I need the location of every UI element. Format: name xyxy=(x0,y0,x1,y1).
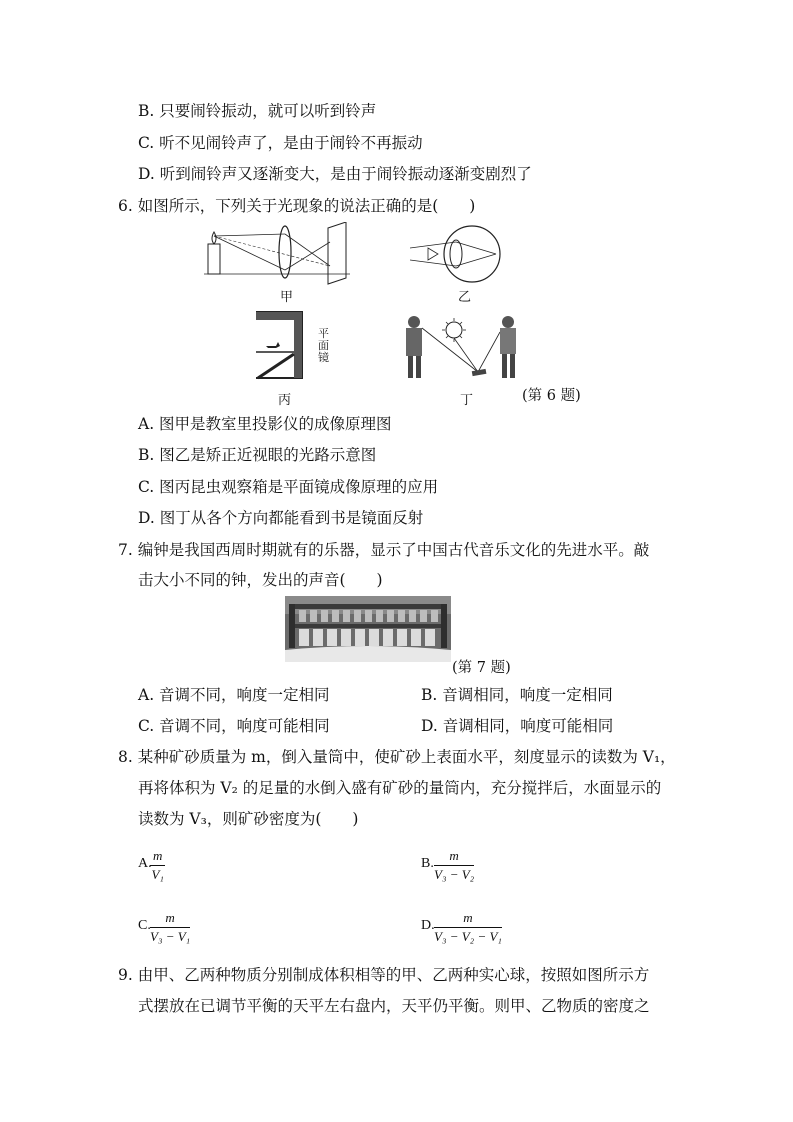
q5-option-c: C. 听不见闹铃声了，是由于闹铃不再振动 xyxy=(138,134,423,152)
q8-option-d-fraction xyxy=(434,910,502,945)
q7-stem-line1: 7. 编钟是我国西周时期就有的乐器，显示了中国古代音乐文化的先进水平。敲 xyxy=(118,541,650,559)
figure-ding-diffuse-reflection xyxy=(400,312,530,384)
q7-figure-caption: (第 7 题) xyxy=(452,660,511,676)
q8-stem-line3: 读数为 V₃，则矿砂密度为( ) xyxy=(138,810,359,828)
q9-stem-line1: 9. 由甲、乙两种物质分别制成体积相等的甲、乙两种实心球，按照如图所示方 xyxy=(118,966,650,984)
q7-option-c: C. 音调不同，响度可能相同 xyxy=(138,717,330,735)
q8-option-a-fraction xyxy=(150,848,165,883)
q8-option-a-label: A. xyxy=(138,856,152,871)
q8-option-c-fraction xyxy=(150,910,190,945)
q8-option-a-numerator: m xyxy=(150,848,165,866)
q8-option-c-denominator: V₃ − V₁ xyxy=(150,929,191,944)
q7-option-d: D. 音调相同，响度可能相同 xyxy=(421,717,614,735)
q6-option-a: A. 图甲是教室里投影仪的成像原理图 xyxy=(138,415,392,433)
q6-stem: 6. 如图所示，下列关于光现象的说法正确的是( ) xyxy=(118,197,476,215)
q8-option-b-numerator: m xyxy=(434,848,474,866)
q6-figure-caption: (第 6 题) xyxy=(522,388,581,404)
q6-option-c: C. 图丙昆虫观察箱是平面镜成像原理的应用 xyxy=(138,478,439,496)
q8-option-a-denominator: V₁ xyxy=(151,867,164,882)
q8-stem-line1: 8. 某种矿砂质量为 m，倒入量筒中，使矿砂上表面水平，刻度显示的读数为 V₁， xyxy=(118,748,676,766)
figure-yi-eye xyxy=(410,222,510,286)
figure-bing-insect-box xyxy=(254,308,316,388)
q8-option-d-label: D. xyxy=(421,918,435,933)
q5-option-d: D. 听到闹铃声又逐渐变大，是由于闹铃振动逐渐变剧烈了 xyxy=(138,165,532,183)
q8-option-c-label: C. xyxy=(138,918,151,933)
q6-option-d: D. 图丁从各个方向都能看到书是镜面反射 xyxy=(138,509,424,527)
q8-option-b-fraction xyxy=(434,848,474,883)
figure-jia-projector xyxy=(200,222,360,286)
q8-option-b-denominator: V₃ − V₂ xyxy=(434,867,475,882)
q7-option-a: A. 音调不同，响度一定相同 xyxy=(138,686,330,704)
q8-option-c-numerator: m xyxy=(150,910,190,928)
fig-label-mirror: 平面镜 xyxy=(318,327,329,364)
fig-label-ding: 丁 xyxy=(460,393,474,408)
fig-label-jia: 甲 xyxy=(280,290,294,305)
q6-option-b: B. 图乙是矫正近视眼的光路示意图 xyxy=(138,446,377,464)
q8-option-b-label: B. xyxy=(421,856,434,871)
fig-label-yi: 乙 xyxy=(458,290,472,305)
q7-option-b: B. 音调相同，响度一定相同 xyxy=(421,686,613,704)
figure-bianzhong-photo xyxy=(285,596,451,662)
q5-option-b: B. 只要闹铃振动，就可以听到铃声 xyxy=(138,102,377,120)
q8-option-d-numerator: m xyxy=(434,910,502,928)
q8-stem-line2: 再将体积为 V₂ 的足量的水倒入盛有矿砂的量筒内，充分搅拌后，水面显示的 xyxy=(138,779,662,797)
q7-stem-line2: 击大小不同的钟，发出的声音( ) xyxy=(138,571,383,589)
q9-stem-line2: 式摆放在已调节平衡的天平左右盘内，天平仍平衡。则甲、乙物质的密度之 xyxy=(138,997,650,1015)
q8-option-d-denominator: V₃ − V₂ − V₁ xyxy=(434,929,502,944)
fig-label-bing: 丙 xyxy=(278,393,292,408)
